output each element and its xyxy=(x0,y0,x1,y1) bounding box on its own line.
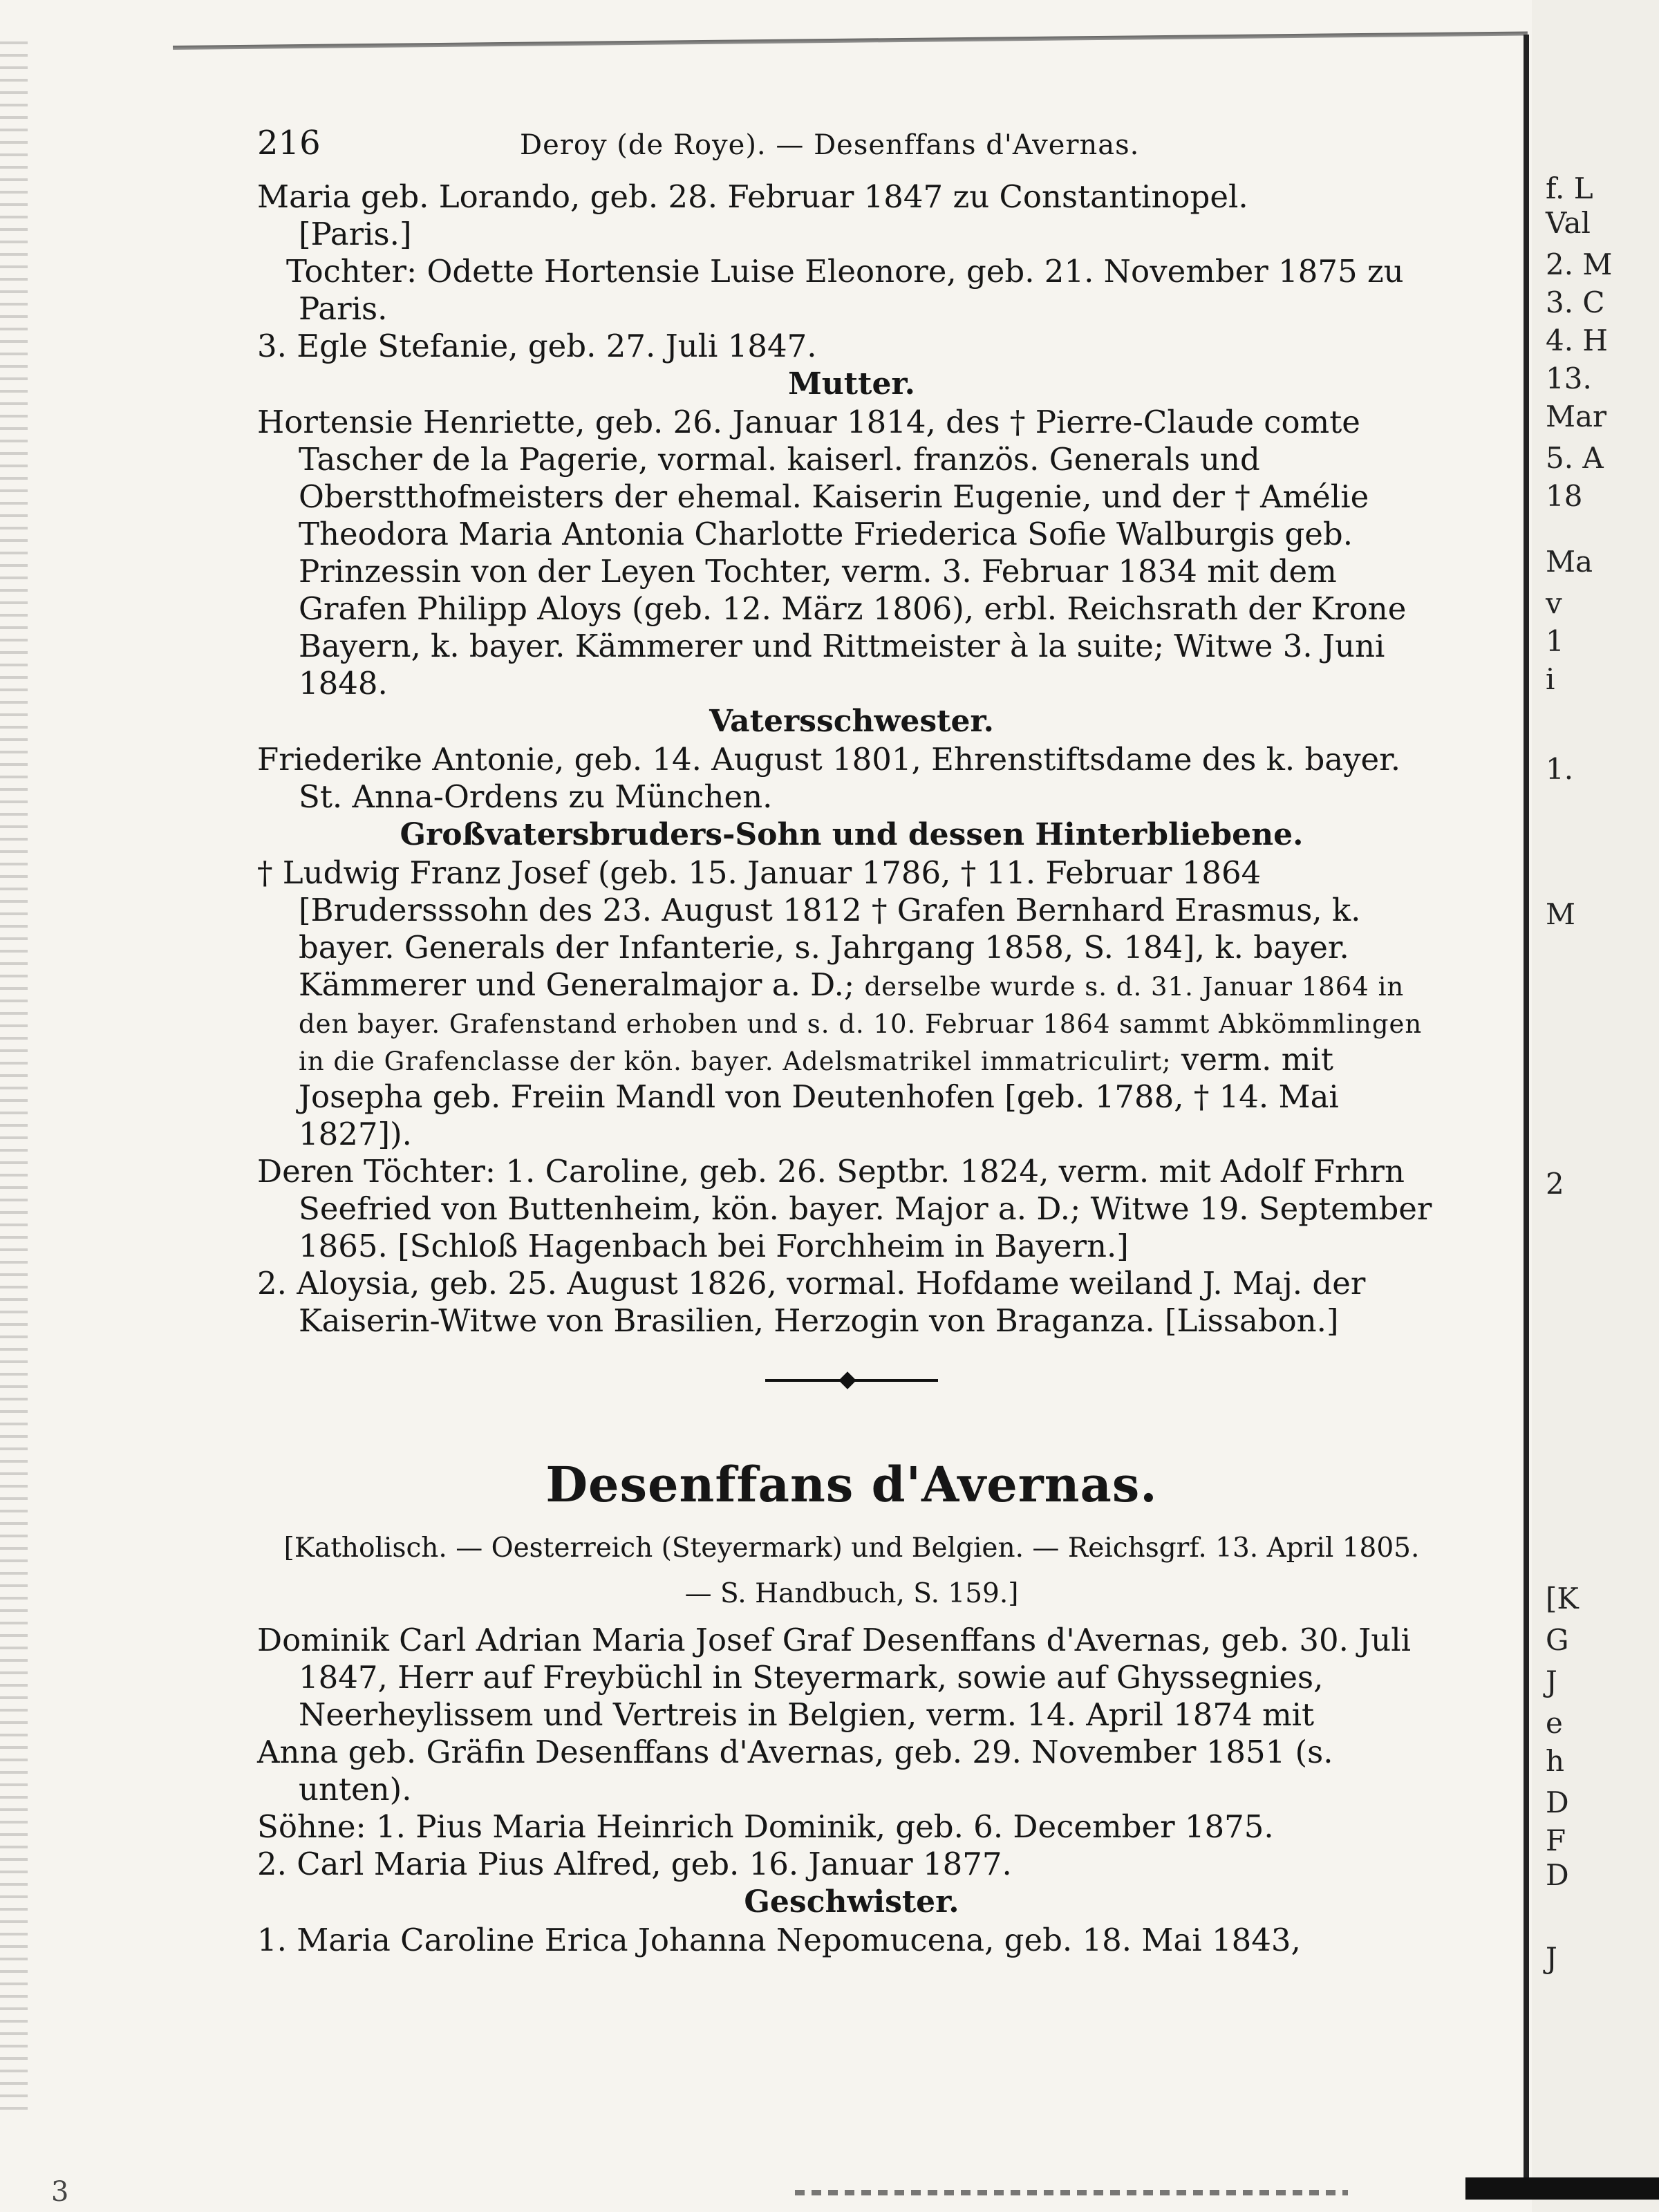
ornament-divider xyxy=(765,1373,938,1387)
next-page-fragment: Val xyxy=(1546,206,1591,240)
entry-paris: [Paris.] xyxy=(299,216,412,252)
running-head: Deroy (de Roye). — Desenffans d'Avernas. xyxy=(520,129,1140,161)
heading-vaterschwester: Vatersschwester. xyxy=(709,704,994,739)
entry-tochter: Tochter: Odette Hortensie Luise Eleonore, geb. 21. November 1875 zu Paris. xyxy=(286,253,1404,327)
bottom-scan-strip xyxy=(1465,2177,1659,2200)
next-page-fragment: v xyxy=(1546,586,1562,620)
next-page-fragment: 2 xyxy=(1546,1167,1564,1201)
entry-friederike: Friederike Antonie, geb. 14. August 1801, Ehrenstiftsdame des k. bayer. St. Anna-Ordens zu München. xyxy=(257,741,1401,815)
next-page-fragment: h xyxy=(1546,1744,1565,1778)
next-page-fragment: 13. xyxy=(1546,362,1592,395)
ludwig-text-a: † Ludwig Franz Josef (geb. 15. Januar 1786, † 11. Februar 1864 [Brudersssohn des 23. August 1812 † Grafen Bernhard Erasmus, k. bayer. Generals der Infanterie, s. Jahrgang 1858, S. 184], k. bayer. Kämmerer und Generalmajor a. D.; xyxy=(257,854,1361,1003)
entry-soehne-2: 2. Carl Maria Pius Alfred, geb. 16. Januar 1877. xyxy=(257,1846,1012,1882)
next-page-fragment: M xyxy=(1546,897,1576,931)
next-page-fragment: 4. H xyxy=(1546,324,1609,357)
adjacent-page-edge xyxy=(1532,0,1659,2212)
heading-grossvater: Großvatersbruders-Sohn und dessen Hinterbliebene. xyxy=(400,817,1304,852)
next-page-fragment: e xyxy=(1546,1706,1563,1740)
corner-mark: 3 xyxy=(51,2176,69,2208)
next-page-fragment: Ma xyxy=(1546,545,1593,579)
entry-soehne-1: Söhne: 1. Pius Maria Heinrich Dominik, geb. 6. December 1875. xyxy=(257,1808,1274,1845)
entry-dominik: Dominik Carl Adrian Maria Josef Graf Desenffans d'Avernas, geb. 30. Juli 1847, Herr auf Freybüchl in Steyermark, sowie auf Ghyssegnies, Neerheylissem und Vertreis in Belgien, verm. 14. April 1874 mit xyxy=(257,1622,1412,1733)
next-page-fragment: J xyxy=(1546,1941,1557,1975)
next-page-fragment: F xyxy=(1546,1824,1566,1857)
entry-maria: Maria geb. Lorando, geb. 28. Februar 1847 zu Constantinopel. xyxy=(257,178,1248,215)
next-page-fragment: 2. M xyxy=(1546,247,1613,281)
next-page-fragment: 1 xyxy=(1546,624,1564,658)
next-page-fragment: 5. A xyxy=(1546,441,1604,475)
section-title: Desenffans d'Avernas. xyxy=(545,1456,1158,1513)
gutter-line xyxy=(1524,35,1529,2184)
heading-mutter: Mutter. xyxy=(788,366,915,402)
bottom-scan-artifact xyxy=(795,2190,1348,2195)
next-page-fragment: J xyxy=(1546,1665,1557,1698)
top-rule xyxy=(173,31,1528,50)
entry-ludwig xyxy=(257,854,1446,1153)
entry-toechter: Deren Töchter: 1. Caroline, geb. 26. Septbr. 1824, verm. mit Adolf Frhrn Seefried von Buttenheim, kön. bayer. Major a. D.; Witwe 19. September 1865. [Schloß Hagenbach bei Forchheim in Bayern.] xyxy=(257,1153,1432,1264)
ludwig-text-b: verm. mit Josepha geb. Freiin Mandl von Deutenhofen [geb. 1788, † 14. Mai 1827]). xyxy=(299,1041,1339,1152)
section-meta-1: [Katholisch. — Oesterreich (Steyermark) und Belgien. — Reichsgrf. 13. April 1805. xyxy=(283,1533,1420,1564)
page-number: 216 xyxy=(257,124,321,162)
next-page-fragment: i xyxy=(1546,662,1555,696)
entry-aloysia: 2. Aloysia, geb. 25. August 1826, vormal. Hofdame weiland J. Maj. der Kaiserin-Witwe von Brasilien, Herzogin von Braganza. [Lissabon.] xyxy=(257,1265,1366,1339)
left-scan-edge xyxy=(0,41,28,2115)
next-page-fragment: D xyxy=(1546,1858,1569,1892)
next-page-fragment: 3. C xyxy=(1546,285,1605,319)
page-header xyxy=(257,124,1446,173)
ludwig-text-small: derselbe wurde s. d. 31. Januar 1864 in den bayer. Grafenstand erhoben und s. d. 10. Februar 1864 sammt Abkömmlingen in die Grafenclasse der kön. bayer. Adelsmatrikel immatriculirt; xyxy=(299,972,1423,1076)
entry-anna: Anna geb. Gräfin Desenffans d'Avernas, geb. 29. November 1851 (s. unten). xyxy=(257,1734,1333,1808)
entry-egle: 3. Egle Stefanie, geb. 27. Juli 1847. xyxy=(257,328,817,364)
next-page-fragment: 18 xyxy=(1546,479,1583,513)
section-meta-2: — S. Handbuch, S. 159.] xyxy=(684,1578,1019,1609)
entry-geschwister-1: 1. Maria Caroline Erica Johanna Nepomucena, geb. 18. Mai 1843, xyxy=(257,1922,1301,1958)
next-page-fragment: G xyxy=(1546,1623,1569,1657)
next-page-fragment: 1. xyxy=(1546,752,1574,786)
page-body xyxy=(257,124,1446,1959)
next-page-fragment: [K xyxy=(1546,1582,1579,1615)
next-page-fragment: D xyxy=(1546,1785,1569,1819)
entry-hortensie: Hortensie Henriette, geb. 26. Januar 1814, des † Pierre-Claude comte Tascher de la Pagerie, vormal. kaiserl. französ. Generals und Oberstthofmeisters der ehemal. Kaiserin Eugenie, und der † Amélie Theodora Maria Antonia Charlotte Friederica Sofie Walburgis geb. Prinzessin von der Leyen Tochter, verm. 3. Februar 1834 mit dem Grafen Philipp Aloys (geb. 12. März 1806), erbl. Reichsrath der Krone Bayern, k. bayer. Kämmerer und Rittmeister à la suite; Witwe 3. Juni 1848. xyxy=(257,404,1407,702)
next-page-fragment: Mar xyxy=(1546,400,1607,433)
heading-geschwister: Geschwister. xyxy=(744,1884,959,1920)
next-page-fragment: f. L xyxy=(1546,171,1593,205)
